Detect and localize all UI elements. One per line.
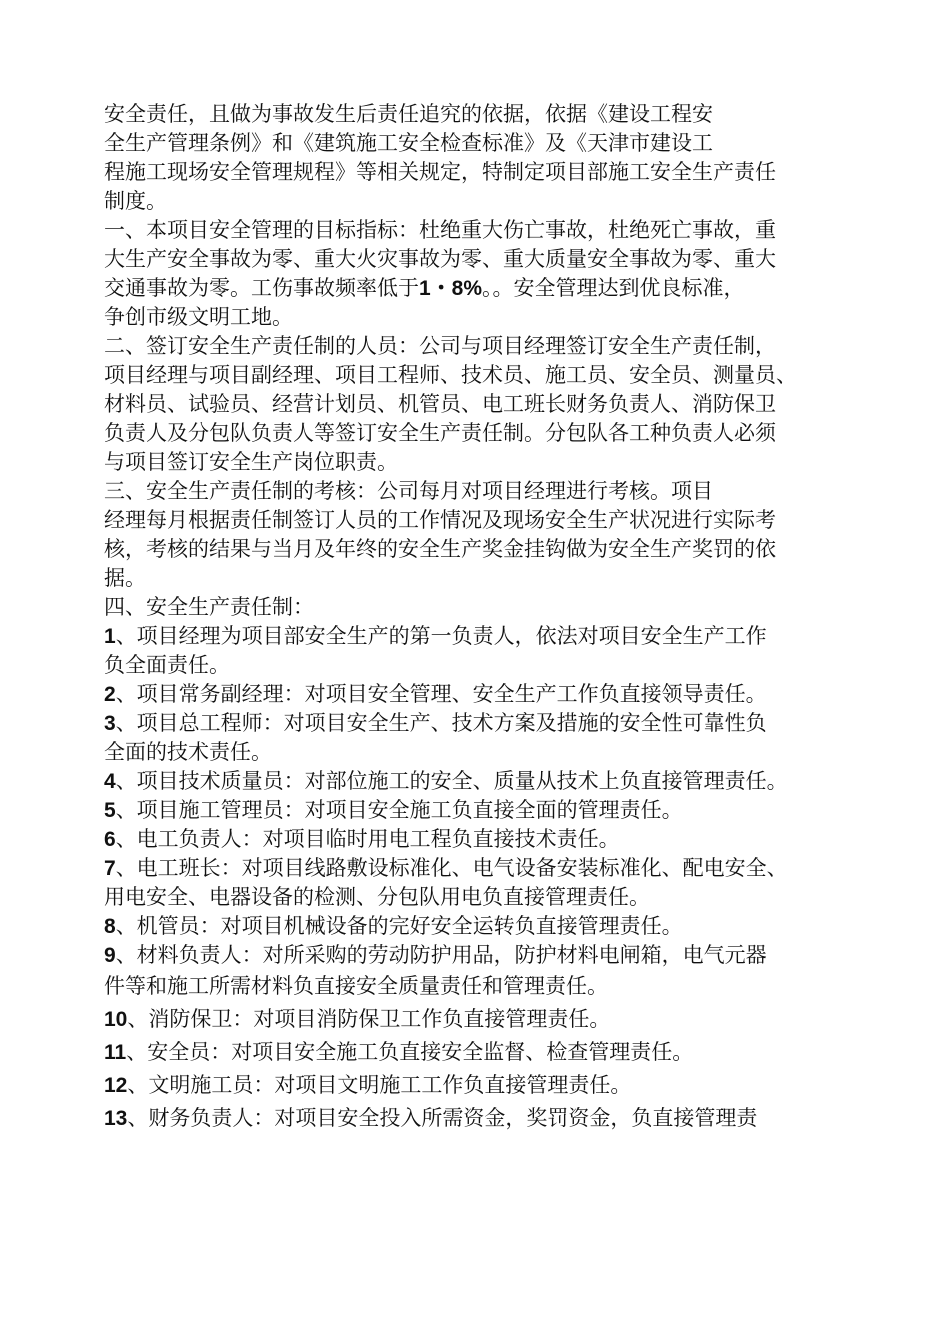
item-text: 、项目常务副经理：对项目安全管理、安全生产工作负直接领导责任。 xyxy=(115,682,767,706)
item-number: 10 xyxy=(104,1008,128,1031)
item-number: 4 xyxy=(104,770,116,793)
item-number: 11 xyxy=(104,1041,127,1064)
item-number: 9 xyxy=(104,944,116,967)
item-text: 、机管员：对项目机械设备的完好安全运转负直接管理责任。 xyxy=(115,914,683,938)
item-text: 、项目总工程师：对项目安全生产、技术方案及措施的安全性可靠性负 xyxy=(115,711,767,735)
item-text: 、项目经理为项目部安全生产的第一负责人，依法对项目安全生产工作 xyxy=(115,624,767,648)
item-text: 、文明施工员：对项目文明施工工作负直接管理责任。 xyxy=(127,1073,632,1097)
text-line: 制度。 xyxy=(104,189,167,213)
list-item xyxy=(104,680,904,709)
text-segment: 交通事故为零。工伤事故频率低于 xyxy=(104,276,419,300)
item-number: 7 xyxy=(104,857,116,880)
item-number: 6 xyxy=(104,828,116,851)
item-text: 、电工班长：对项目线路敷设标准化、电气设备安装标准化、配电安全、 xyxy=(115,856,788,880)
item-text: 、安全员：对项目安全施工负直接安全监督、检查管理责任。 xyxy=(126,1040,694,1064)
text-line: 材料员、试验员、经营计划员、机管员、电工班长财务负责人、消防保卫 xyxy=(104,392,776,416)
text-line: 争创市级文明工地。 xyxy=(104,305,293,329)
item-text: 、电工负责人：对项目临时用电工程负直接技术责任。 xyxy=(115,827,620,851)
list-item xyxy=(104,854,904,883)
list-item xyxy=(104,825,904,854)
text-line: 件等和施工所需材料负直接安全质量责任和管理责任。 xyxy=(104,974,608,998)
list-item xyxy=(104,1102,904,1135)
item-text: 、项目施工管理员：对项目安全施工负直接全面的管理责任。 xyxy=(115,798,683,822)
text-line: 与项目签订安全生产岗位职责。 xyxy=(104,450,398,474)
text-line: 全面的技术责任。 xyxy=(104,740,272,764)
text-line: 安全责任，且做为事故发生后责任追究的依据，依据《建设工程安 xyxy=(104,102,713,126)
text-line: 二、签订安全生产责任制的人员：公司与项目经理签订安全生产责任制， xyxy=(104,334,776,358)
item-number: 3 xyxy=(104,712,116,735)
item-text: 、消防保卫：对项目消防保卫工作负直接管理责任。 xyxy=(127,1007,611,1031)
text-line: 据。 xyxy=(104,566,146,590)
list-item xyxy=(104,941,904,970)
item-number: 2 xyxy=(104,683,116,706)
rate-value: 1・8% xyxy=(419,277,483,300)
item-text: 、财务负责人：对项目安全投入所需资金，奖罚资金，负直接管理责 xyxy=(127,1106,758,1130)
list-item xyxy=(104,767,904,796)
list-item xyxy=(104,1069,904,1102)
item-text: 、材料负责人：对所采购的劳动防护用品，防护材料电闸箱，电气元器 xyxy=(115,943,767,967)
item-text: 、项目技术质量员：对部位施工的安全、质量从技术上负直接管理责任。 xyxy=(115,769,788,793)
text-line: 程施工现场安全管理规程》等相关规定，特制定项目部施工安全生产责任 xyxy=(104,160,776,184)
item-number: 12 xyxy=(104,1074,128,1097)
text-line: 负责人及分包队负责人等签订安全生产责任制。分包队各工种负责人必须 xyxy=(104,421,776,445)
text-line xyxy=(104,274,904,303)
item-number: 5 xyxy=(104,799,116,822)
text-line: 三、安全生产责任制的考核：公司每月对项目经理进行考核。项目 xyxy=(104,479,713,503)
text-line: 项目经理与项目副经理、项目工程师、技术员、施工员、安全员、测量员、 xyxy=(104,363,797,387)
document-body xyxy=(104,100,904,1135)
text-line: 大生产安全事故为零、重大火灾事故为零、重大质量安全事故为零、重大 xyxy=(104,247,776,271)
text-line: 负全面责任。 xyxy=(104,653,230,677)
text-line: 四、安全生产责任制： xyxy=(104,595,314,619)
list-item xyxy=(104,796,904,825)
list-item xyxy=(104,709,904,738)
item-number: 1 xyxy=(104,625,116,648)
text-line: 核，考核的结果与当月及年终的安全生产奖金挂钩做为安全生产奖罚的依 xyxy=(104,537,776,561)
text-segment: 。。安全管理达到优良标准， xyxy=(482,276,745,300)
text-line: 经理每月根据责任制签订人员的工作情况及现场安全生产状况进行实际考 xyxy=(104,508,776,532)
item-number: 13 xyxy=(104,1107,128,1130)
text-line: 全生产管理条例》和《建筑施工安全检查标准》及《天津市建设工 xyxy=(104,131,713,155)
text-line: 用电安全、电器设备的检测、分包队用电负直接管理责任。 xyxy=(104,885,650,909)
list-item xyxy=(104,1003,904,1036)
text-line: 一、本项目安全管理的目标指标：杜绝重大伤亡事故，杜绝死亡事故，重 xyxy=(104,218,776,242)
list-item xyxy=(104,912,904,941)
list-item xyxy=(104,622,904,651)
list-item xyxy=(104,1036,904,1069)
item-number: 8 xyxy=(104,915,116,938)
